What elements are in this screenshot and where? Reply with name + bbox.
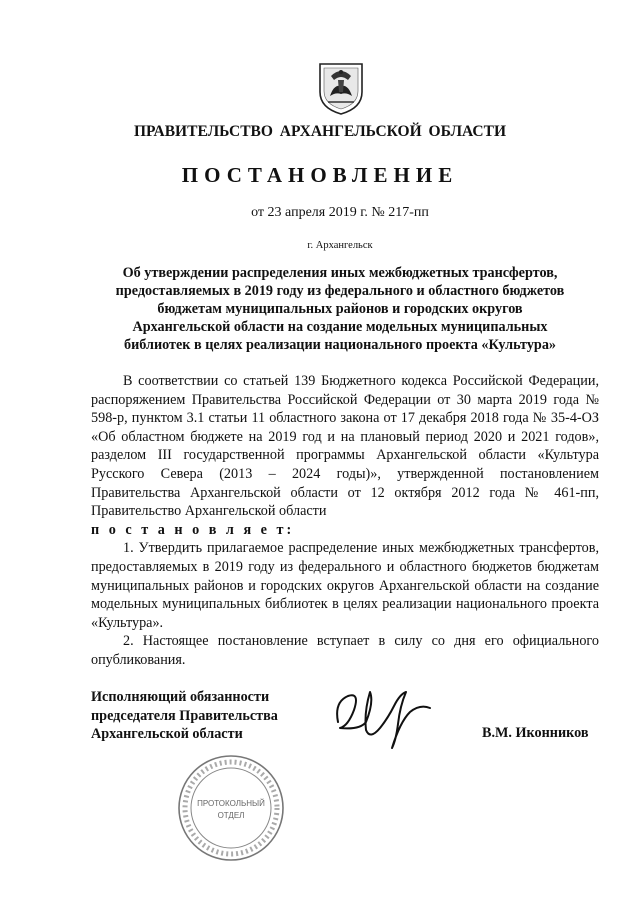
date-number: от 23 апреля 2019 г. № 217-пп bbox=[251, 205, 429, 220]
position-line: Исполняющий обязанности bbox=[91, 689, 270, 705]
coat-of-arms-icon bbox=[316, 58, 366, 116]
government-name: ПРАВИТЕЛЬСТВО АРХАНГЕЛЬСКОЙ ОБЛАСТИ bbox=[133, 123, 506, 140]
heading-line: Об утверждении распределения иных межбюджетных трансфертов, bbox=[122, 265, 558, 281]
decree-line bbox=[91, 521, 599, 540]
heading-line: предоставляемых в 2019 году из федерального и областного бюджетов bbox=[115, 283, 565, 299]
heading-line: Архангельской области на создание модельных муниципальных bbox=[132, 319, 548, 335]
document-heading bbox=[90, 264, 590, 354]
item-1: 1. Утвердить прилагаемое распределение иных межбюджетных трансфертов, предоставляемых в 2019 году из федерального и областного бюджетов бюджетам муниципальных районов и городских округов Архангельской области на создание модельных муниципальных библиотек в целях реализации национального проекта «Культура». bbox=[91, 540, 599, 631]
signatory-name: В.М. Иконников bbox=[482, 725, 589, 741]
official-stamp bbox=[175, 752, 287, 864]
preamble: В соответствии со статьей 139 Бюджетного кодекса Российской Федерации, распоряжением Правительства Российской Федерации от 30 марта 2019 года № 598-р, пунктом 3.1 статьи 11 областного закона от 17 декабря 2018 года № 35-4-ОЗ «Об областном бюджете на 2019 год и на плановый период 2020 и 2021 годов», разделом III государственной программы Архангельской области «Культура Русского Севера (2013 – 2024 годы)», утвержденной постановлением Правительства Архангельской области от 12 октября 2012 года № 461-пп, Правительство Архангельской области bbox=[91, 373, 599, 520]
decree-word: п о с т а н о в л я е т bbox=[91, 521, 287, 538]
signatory-position bbox=[91, 688, 278, 744]
heading-line: бюджетам муниципальных районов и городских округов bbox=[157, 301, 523, 317]
item-2: 2. Настоящее постановление вступает в силу со дня его официального опубликования. bbox=[91, 633, 599, 668]
stamp-text: ОТДЕЛ bbox=[217, 811, 245, 820]
position-line: председателя Правительства bbox=[91, 707, 278, 724]
handwritten-signature bbox=[330, 682, 440, 752]
decree-colon: : bbox=[286, 521, 295, 538]
stamp-text: ПРОТОКОЛЬНЫЙ bbox=[197, 799, 265, 808]
city: г. Архангельск bbox=[307, 240, 373, 251]
heading-line: библиотек в целях реализации национального проекта «Культура» bbox=[123, 337, 557, 353]
document-body bbox=[91, 372, 599, 670]
position-line: Архангельской области bbox=[91, 726, 243, 743]
document-type: ПОСТАНОВЛЕНИЕ bbox=[181, 163, 459, 187]
